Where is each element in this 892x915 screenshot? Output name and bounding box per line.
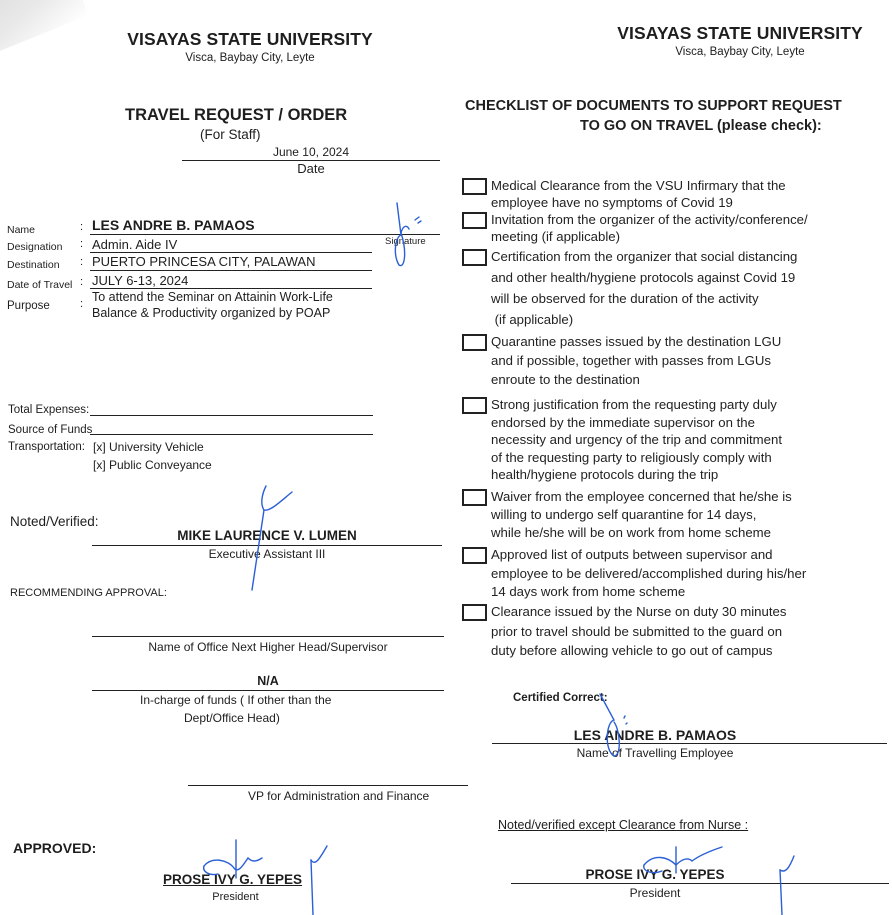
date-of-travel-line [90, 288, 372, 289]
date-of-travel-value: JULY 6-13, 2024 [92, 273, 189, 288]
vp-caption: VP for Administration and Finance [248, 789, 430, 803]
total-expenses-line [90, 415, 373, 416]
date-of-travel-label: Date of Travel [7, 279, 73, 291]
name-line [90, 234, 440, 235]
funds-caption-line-2: Dept/Office Head) [184, 711, 280, 725]
checklist-approver-line [511, 883, 889, 884]
scan-corner-shadow [0, 0, 89, 60]
source-of-funds-label: Source of Funds [8, 424, 93, 436]
supervisor-line [92, 636, 444, 637]
checklist-item-text: necessity and urgency of the trip and commitment [491, 432, 783, 447]
checklist-item-text: (if applicable) [491, 312, 574, 327]
checklist-item-text: Approved list of outputs between supervisor and [491, 547, 773, 562]
designation-value: Admin. Aide IV [92, 237, 178, 252]
certified-correct-label: Certified Correct: [513, 692, 608, 704]
checklist-checkbox[interactable] [462, 489, 487, 506]
name-value: LES ANDRE B. PAMAOS [92, 217, 255, 233]
supervisor-caption: Name of Office Next Higher Head/Supervisor [148, 640, 388, 654]
checklist-item-text: and if possible, together with passes from LGUs [491, 353, 772, 368]
checklist-item-text: while he/she will be on work from home scheme [491, 525, 771, 540]
source-of-funds-line [90, 434, 373, 435]
checklist-item-text: Invitation from the organizer of the activity/conference/ [491, 212, 808, 227]
checklist-checkbox[interactable] [462, 334, 487, 351]
checklist-approver-name: PROSE IVY G. YEPES [585, 867, 725, 882]
signature-mark-president-check-left [305, 840, 335, 915]
checklist-checkbox[interactable] [462, 547, 487, 564]
certified-line [492, 743, 887, 744]
approver-position: President [212, 891, 259, 903]
designation-line [90, 252, 372, 253]
checklist-item-text: duty before allowing vehicle to go out of campus [491, 643, 773, 658]
noted-except-label: Noted/verified except Clearance from Nurse : [498, 818, 749, 832]
approver-name: PROSE IVY G. YEPES [163, 872, 303, 887]
destination-line [90, 270, 372, 271]
funds-caption-line-1: In-charge of funds ( If other than the [140, 693, 332, 707]
university-address: Visca, Baybay City, Leyte [185, 52, 315, 64]
checklist-item-text: Certification from the organizer that social distancing [491, 249, 798, 264]
checklist-item-text: enroute to the destination [491, 372, 640, 387]
destination-value: PUERTO PRINCESA CITY, PALAWAN [92, 254, 316, 269]
name-label: Name [7, 224, 36, 236]
checklist-item-text: Medical Clearance from the VSU Infirmary that the [491, 178, 786, 193]
funds-value: N/A [257, 674, 279, 688]
checklist-item-text: health/hygiene protocols during the trip [491, 467, 719, 482]
date-label: Date [297, 161, 325, 176]
checklist-university-address: Visca, Baybay City, Leyte [675, 46, 805, 58]
checklist-item-text: employee to be delivered/accomplished during his/her [491, 565, 807, 581]
transport-option-university-vehicle: [x] University Vehicle [93, 440, 204, 454]
noted-verified-label: Noted/Verified: [10, 514, 99, 529]
checklist-item-text: Clearance issued by the Nurse on duty 30 minutes [491, 604, 787, 619]
approved-label: APPROVED: [13, 840, 97, 856]
noted-line [92, 545, 442, 546]
university-name: VISAYAS STATE UNIVERSITY [127, 29, 373, 49]
form-title: TRAVEL REQUEST / ORDER [125, 106, 348, 124]
vp-line [188, 785, 468, 786]
checklist-checkbox[interactable] [462, 604, 487, 621]
total-expenses-label: Total Expenses: [8, 404, 90, 416]
checklist-item-text: will be observed for the duration of the activity [491, 291, 759, 306]
transport-option-public-conveyance: [x] Public Conveyance [93, 458, 212, 472]
purpose-label: Purpose [7, 300, 50, 312]
checklist-item-text: Strong justification from the requesting party duly [491, 397, 777, 412]
noted-name: MIKE LAURENCE V. LUMEN [177, 528, 357, 543]
checklist-item-text: 14 days work from home scheme [491, 584, 686, 599]
checklist-title-line-2: TO GO ON TRAVEL (please check): [580, 118, 822, 134]
checklist-item-text: prior to travel should be submitted to the guard on [491, 623, 783, 639]
checklist-item-text: Waiver from the employee concerned that he/she is [491, 489, 792, 504]
purpose-line-1: To attend the Seminar on Attainin Work-Life [92, 290, 333, 304]
checklist-item-text: meeting (if applicable) [491, 229, 621, 244]
signature-label: Signature [385, 236, 426, 247]
purpose-colon: : [80, 298, 84, 310]
signature-mark-requestor [385, 195, 445, 270]
checklist-checkbox[interactable] [462, 178, 487, 195]
checklist-university-name: VISAYAS STATE UNIVERSITY [617, 23, 863, 43]
noted-position: Executive Assistant III [208, 547, 326, 561]
purpose-line-2: Balance & Productivity organized by POAP [92, 306, 331, 320]
checklist-item-text: Quarantine passes issued by the destination LGU [491, 334, 782, 349]
checklist-item-text: willing to undergo self quarantine for 14 days, [491, 507, 757, 522]
designation-colon: : [80, 238, 84, 250]
name-colon: : [80, 221, 84, 233]
checklist-checkbox[interactable] [462, 212, 487, 229]
checklist-approver-position: President [629, 886, 681, 900]
funds-line [92, 690, 444, 691]
designation-label: Designation [7, 241, 63, 253]
date-of-travel-colon: : [80, 276, 84, 288]
certified-caption: Name of Travelling Employee [576, 746, 734, 760]
checklist-item-text: endorsed by the immediate supervisor on the [491, 414, 755, 430]
checklist-item-text: employee have no symptoms of Covid 19 [491, 195, 733, 210]
checklist-title-line-1: CHECKLIST OF DOCUMENTS TO SUPPORT REQUEST [465, 98, 842, 114]
destination-colon: : [80, 256, 84, 268]
form-subtitle: (For Staff) [200, 127, 261, 142]
checklist-checkbox[interactable] [462, 397, 487, 414]
checklist-checkbox[interactable] [462, 249, 487, 266]
certified-name: LES ANDRE B. PAMAOS [573, 727, 737, 743]
destination-label: Destination [7, 259, 60, 271]
transportation-label: Transportation: [8, 441, 85, 453]
recommending-approval-label: RECOMMENDING APPROVAL: [10, 587, 167, 599]
checklist-item-text: and other health/hygiene protocols against Covid 19 [491, 270, 796, 285]
date-value: June 10, 2024 [272, 145, 350, 159]
checklist-item-text: of the requesting party to religiously comply with [491, 449, 772, 465]
